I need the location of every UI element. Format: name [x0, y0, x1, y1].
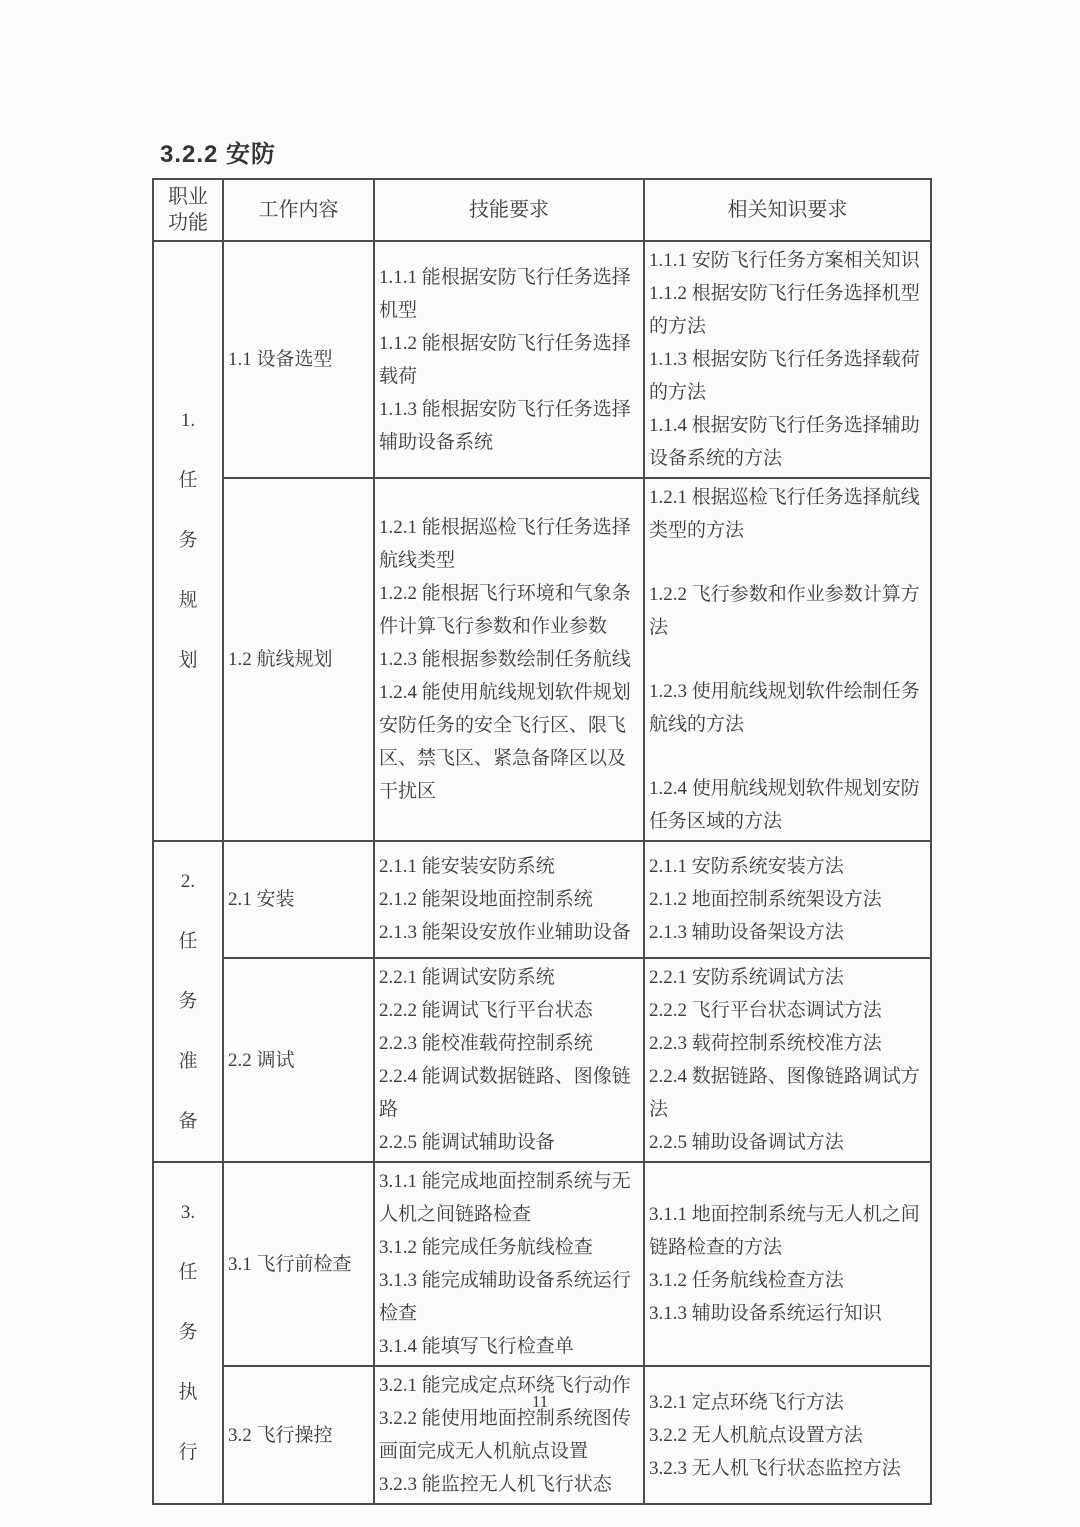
table-row: [153, 841, 931, 958]
skill-item: 3.1.4 能填写飞行检查单: [379, 1336, 574, 1357]
skill-item: 3.1.1 能完成地面控制系统与无人机之间链路检查: [379, 1171, 631, 1225]
knowledge-item: 3.2.1 定点环绕飞行方法: [649, 1391, 844, 1413]
skill-item: 1.2.2 能根据飞行环境和气象条件计算飞行参数和作业参数: [379, 583, 631, 637]
skill-item: 1.2.1 能根据巡检飞行任务选择航线类型: [379, 517, 631, 571]
knowledge-item: 1.1.1 安防飞行任务方案相关知识: [649, 250, 920, 271]
skills-cell-3-2: [374, 1366, 644, 1504]
skill-item: 1.2.4 能使用航线规划软件规划安防任务的安全飞行区、限飞区、禁飞区、紧急备降区以及干扰区: [379, 682, 631, 802]
skills-cell-1-1: [374, 241, 644, 478]
header-work-content: 工作内容: [223, 179, 374, 241]
knowledge-item: 2.2.3 载荷控制系统校准方法: [649, 1033, 882, 1054]
skill-item: 1.2.3 能根据参数绘制任务航线: [379, 649, 631, 670]
skill-item: 1.1.2 能根据安防飞行任务选择载荷: [379, 332, 631, 387]
skill-item: 3.2.3 能监控无人机飞行状态: [379, 1474, 612, 1495]
knowledge-item: 3.1.3 辅助设备系统运行知识: [649, 1303, 882, 1324]
skill-item: 2.1.3 能架设安放作业辅助设备: [379, 922, 631, 943]
knowledge-item: 3.1.1 地面控制系统与无人机之间链路检查的方法: [649, 1204, 920, 1258]
knowledge-cell-2-2: [644, 958, 931, 1162]
skills-cell-1-2: [374, 478, 644, 841]
knowledge-item: 1.2.3 使用航线规划软件绘制任务航线的方法: [649, 681, 920, 735]
function-cell-task-planning: 1. 任 务 规 划: [153, 241, 223, 841]
table-row: [153, 1162, 931, 1366]
header-knowledge-requirements: 相关知识要求: [644, 179, 931, 241]
knowledge-item: 1.1.4 根据安防飞行任务选择辅助设备系统的方法: [649, 415, 920, 469]
header-function-line2: 功能: [168, 212, 208, 234]
knowledge-item: 1.2.4 使用航线规划软件规划安防任务区域的方法: [649, 778, 920, 832]
knowledge-item: 3.2.2 无人机航点设置方法: [649, 1424, 863, 1446]
knowledge-item: 1.2.2 飞行参数和作业参数计算方法: [649, 584, 920, 638]
knowledge-item: 2.1.3 辅助设备架设方法: [649, 922, 844, 943]
function-cell-task-execution: 3. 任 务 执 行: [153, 1162, 223, 1504]
header-function-line1: 职业: [168, 186, 208, 208]
knowledge-item: 1.2.1 根据巡检飞行任务选择航线类型的方法: [649, 487, 920, 541]
function-cell-task-preparation: 2. 任 务 准 备: [153, 841, 223, 1162]
skills-cell-2-2: [374, 958, 644, 1162]
knowledge-item: 3.2.3 无人机飞行状态监控方法: [649, 1457, 901, 1479]
work-cell-installation: 2.1 安装: [223, 841, 374, 958]
knowledge-item: 2.2.4 数据链路、图像链路调试方法: [649, 1066, 920, 1120]
header-skill-requirements: 技能要求: [374, 179, 644, 241]
page-title: 3.2.2 安防: [160, 141, 277, 168]
knowledge-item: 2.2.2 飞行平台状态调试方法: [649, 1000, 882, 1021]
skills-cell-2-1: [374, 841, 644, 958]
header-occupation-function: [153, 179, 223, 241]
skill-item: 2.2.1 能调试安防系统: [379, 967, 555, 988]
knowledge-cell-3-1: [644, 1162, 931, 1366]
knowledge-cell-1-1: [644, 241, 931, 478]
work-cell-flight-control: 3.2 飞行操控: [223, 1366, 374, 1504]
skill-item: 3.2.1 能完成定点环绕飞行动作: [379, 1375, 631, 1396]
knowledge-item: 1.1.2 根据安防飞行任务选择机型的方法: [649, 283, 920, 337]
work-cell-preflight-check: 3.1 飞行前检查: [223, 1162, 374, 1366]
work-cell-route-planning: 1.2 航线规划: [223, 478, 374, 841]
work-cell-equipment-selection: 1.1 设备选型: [223, 241, 374, 478]
skill-item: 3.2.2 能使用地面控制系统图传画面完成无人机航点设置: [379, 1408, 631, 1462]
skill-item: 2.2.5 能调试辅助设备: [379, 1132, 555, 1153]
skills-cell-3-1: [374, 1162, 644, 1366]
skill-item: 1.1.3 能根据安防飞行任务选择辅助设备系统: [379, 398, 631, 453]
skill-item: 2.2.3 能校准载荷控制系统: [379, 1033, 593, 1054]
skill-item: 3.1.3 能完成辅助设备系统运行检查: [379, 1270, 631, 1324]
knowledge-item: 2.1.1 安防系统安装方法: [649, 856, 844, 877]
skill-item: 2.1.2 能架设地面控制系统: [379, 889, 593, 910]
table-header-row: [153, 179, 931, 241]
work-cell-debugging: 2.2 调试: [223, 958, 374, 1162]
skill-item: 2.1.1 能安装安防系统: [379, 856, 555, 877]
skill-item: 2.2.4 能调试数据链路、图像链路: [379, 1066, 631, 1120]
table-row: [153, 478, 931, 841]
knowledge-item: 1.1.3 根据安防飞行任务选择载荷的方法: [649, 349, 920, 403]
skill-item: 3.1.2 能完成任务航线检查: [379, 1237, 593, 1258]
skill-item: 1.1.1 能根据安防飞行任务选择机型: [379, 266, 631, 321]
knowledge-item: 2.2.5 辅助设备调试方法: [649, 1132, 844, 1153]
knowledge-cell-3-2: [644, 1366, 931, 1504]
knowledge-item: 3.1.2 任务航线检查方法: [649, 1270, 844, 1291]
table-row: [153, 241, 931, 478]
occupation-spec-table: [152, 178, 932, 1505]
page-number: 11: [531, 1392, 549, 1411]
table-row: [153, 958, 931, 1162]
knowledge-cell-2-1: [644, 841, 931, 958]
table-row: [153, 1366, 931, 1504]
skill-item: 2.2.2 能调试飞行平台状态: [379, 1000, 593, 1021]
knowledge-cell-1-2: [644, 478, 931, 841]
knowledge-item: 2.1.2 地面控制系统架设方法: [649, 889, 882, 910]
knowledge-item: 2.2.1 安防系统调试方法: [649, 967, 844, 988]
